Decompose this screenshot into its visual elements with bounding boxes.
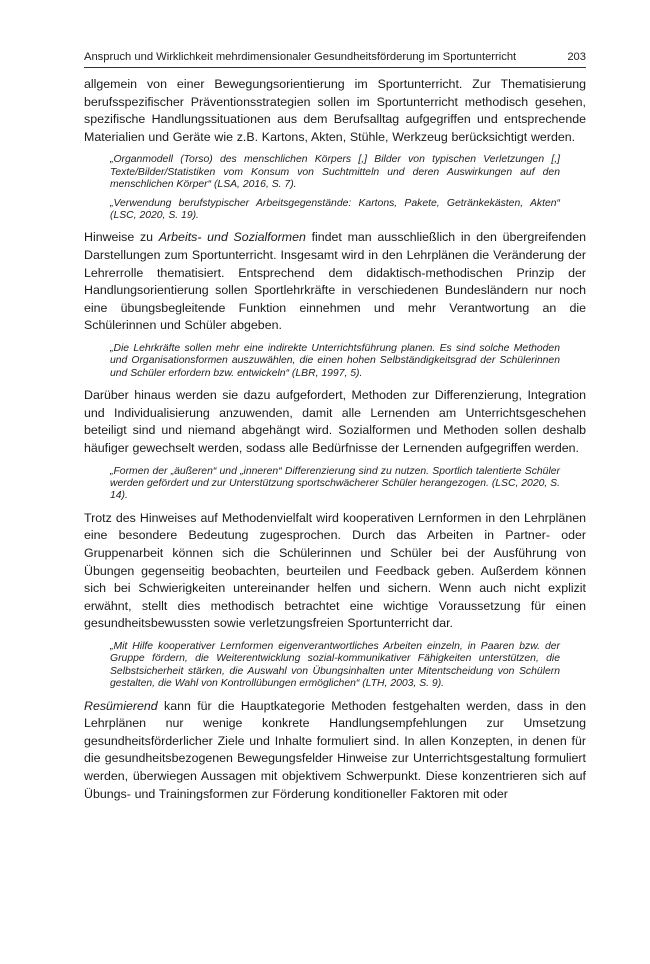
- quote-5: „Mit Hilfe kooperativer Lernformen eigenverantwortliches Arbeiten einzeln, in Paaren bzw. der Gruppe fördern, die Weiterentwicklung sozial-kommunikativer Fähigkeiten unterstützen, die Selbstsicherheit stärken, die Auswahl von Übungsinhalten unter Mitentscheidung von Schülern gestalten, die Wahl von Kontrollübungen ermöglichen“ (LTH, 2003, S. 9).: [110, 640, 560, 690]
- paragraph-1: allgemein von einer Bewegungsorientierung im Sportunterricht. Zur Thematisierung berufsspezifischer Präventionsstrategien sollen im Sportunterricht methodisch gesehen, spezifische Handlungssituationen aus dem Berufsalltag aufgegriffen und entsprechende Materialien und Geräte wie z.B. Kartons, Akten, Stühle, Werkzeug berücksichtigt werden.: [84, 77, 586, 144]
- header-rule: [84, 67, 586, 68]
- paragraph-5-rest: kann für die Hauptkategorie Methoden festgehalten werden, dass in den Lehrplänen nur wenige konkrete Handlungsempfehlungen zur Umsetzung gesundheitsförderlicher Ziele und Inhalte formuliert sind. In allen Konzepten, in denen für die gesundheitsbezogenen Bewegungsfelder Hinweise zur Unterrichtsgestaltung formuliert werden, überwiegen Aussagen mit objektivem Schwerpunkt. Diese konzentrieren sich auf Übungs- und Trainingsformen zur Förderung konditioneller Faktoren mit oder: [84, 698, 586, 801]
- body-text: [84, 76, 586, 811]
- quote-4: „Formen der „äußeren“ und „inneren“ Differenzierung sind zu nutzen. Sportlich talentierte Schüler werden gefördert und zur Unterstützung sportschwächerer Schüler herangezogen. (LSC, 2020, S. 14).: [110, 465, 560, 502]
- quote-3: „Die Lehrkräfte sollen mehr eine indirekte Unterrichtsführung planen. Es sind solche Methoden und Organisationsformen auszuwählen, die einen hohen Selbständigkeitsgrad der Schülerinnen und Schüler erfordern bzw. entwickeln“ (LBR, 1997, 5).: [110, 342, 560, 379]
- header-title: Anspruch und Wirklichkeit mehrdimensionaler Gesundheitsförderung im Sportunterricht: [84, 51, 517, 63]
- page-number: 203: [567, 51, 586, 63]
- paragraph-2: [84, 229, 586, 335]
- running-header: [84, 51, 586, 63]
- paragraph-5: [84, 698, 586, 804]
- paragraph-2-emphasis: Arbeits- und Sozialformen: [158, 230, 306, 245]
- paragraph-2-rest: findet man ausschließlich in den übergreifenden Darstellungen zum Sportunterricht. Insgesamt wird in den Lehrplänen die Veränderung der Lehrerrolle thematisiert. Entsprechend dem didaktisch-methodischen Prinzip der Handlungsorientierung sollen Sportlehrkräfte in verschiedenen Bundesländern nur noch eine übungsbegleitende Funktion einnehmen und mehr Verantwortung an die Schülerinnen und Schüler abgeben.: [84, 230, 586, 333]
- paragraph-5-emphasis: Resümierend: [84, 698, 158, 713]
- quote-2: „Verwendung berufstypischer Arbeitsgegenstände: Kartons, Pakete, Getränkekästen, Akten“ (LSC, 2020, S. 19).: [110, 197, 560, 221]
- paragraph-4: Trotz des Hinweises auf Methodenvielfalt wird kooperativen Lernformen in den Lehrplänen eine besondere Bedeutung zugesprochen. Durch das Arbeiten in Partner- oder Gruppenarbeit können sich die Schülerinnen und Schüler bei der Ausführung von Übungen gegenseitig beobachten, beurteilen und Feedback geben. Außerdem können sich bei Schwierigkeiten untereinander helfen und sichern. Wenn auch nicht explizit erwähnt, stellt dies methodisch betrachtet eine wichtige Voraussetzung für einen gesundheitsbewussten sowie verletzungsfreien Sportunterricht dar.: [84, 510, 586, 631]
- quote-1: „Organmodell (Torso) des menschlichen Körpers [,] Bilder von typischen Verletzungen [,] Texte/Bilder/Statistiken vom Konsum von Suchtmitteln und deren Auswirkungen auf den menschlichen Körper“ (LSA, 2016, S. 7).: [110, 154, 560, 191]
- paragraph-2-lead: Hinweise zu: [84, 230, 159, 245]
- paragraph-3: Darüber hinaus werden sie dazu aufgefordert, Methoden zur Differenzierung, Integration und Individualisierung anzuwenden, damit alle Lernenden am Unterrichtsgeschehen beteiligt sind und niemand abgehängt wird. Sozialformen und Methoden sollen deshalb häufiger gewechselt werden, sodass alle Bedürfnisse der Lernenden aufgegriffen werden.: [84, 388, 586, 455]
